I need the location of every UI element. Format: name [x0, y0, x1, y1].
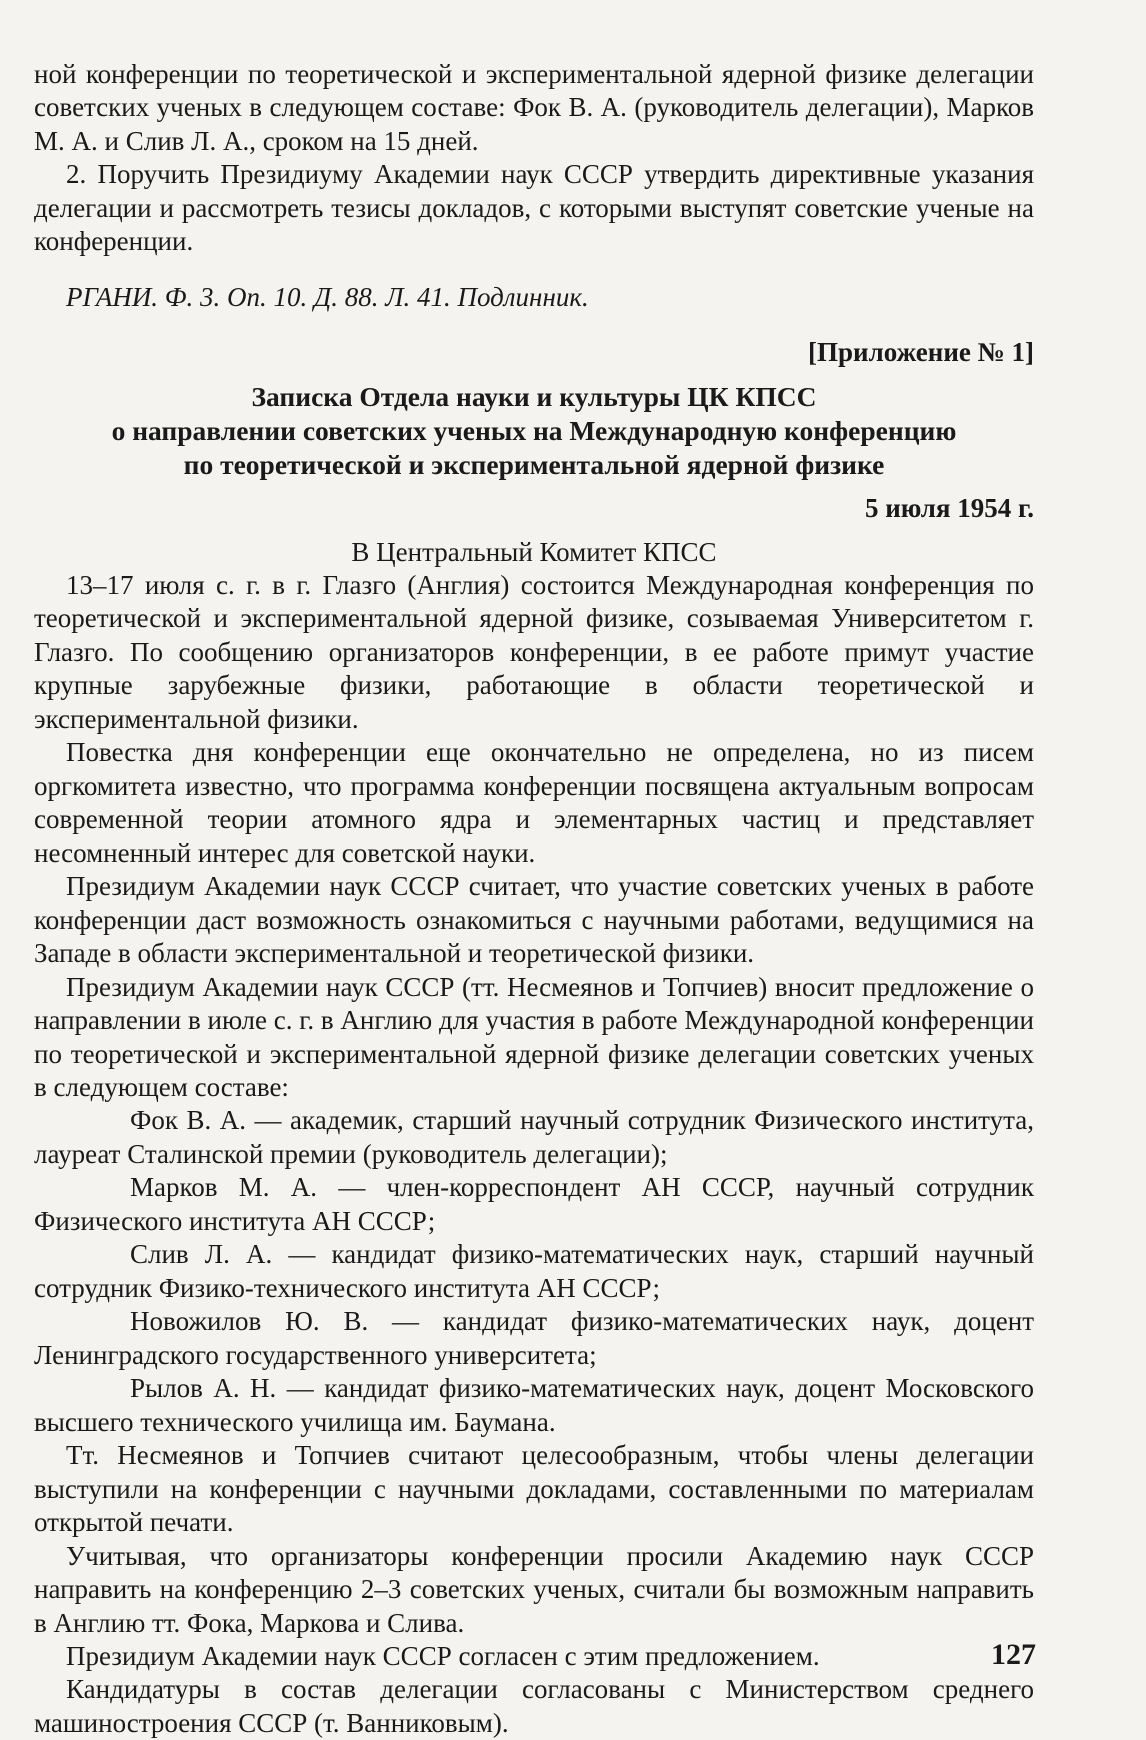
title-line-1: Записка Отдела науки и культуры ЦК КПСС	[251, 380, 817, 412]
document-date: 5 июля 1954 г.	[865, 493, 1034, 524]
intro-paragraph-1: ной конференции по теоретической и экспериментальной ядерной физике делегации советских ученых в следующем составе: Фок В. А. (руководитель делегации), Марков М. А. и Слив Л. А., сроком на 15 дней.	[34, 59, 1034, 156]
body-paragraph-6: Учитывая, что организаторы конференции просили Академию наук СССР направить на конференцию 2–3 советских ученых, считали бы возможным направить в Англию тт. Фока, Маркова и Слива.	[34, 1540, 1034, 1638]
archive-source: РГАНИ. Ф. 3. Оп. 10. Д. 88. Л. 41. Подлинник.	[66, 281, 589, 312]
document-page	[34, 58, 1034, 1740]
body-paragraph-8: Кандидатуры в состав делегации согласованы с Министерством среднего машиностроения СССР (т. Ванниковым).	[34, 1674, 1034, 1738]
body-paragraph-1: 13–17 июля с. г. в г. Глазго (Англия) состоится Международная конференция по теоретической и экспериментальной ядерной физике, созываемая Университетом г. Глазго. По сообщению организаторов конференции, в ее работе примут участие крупные зарубежные физики, работающие в области теоретической и экспериментальной физики.	[34, 569, 1034, 734]
delegation-member: Марков М. А. — член-корреспондент АН СССР, научный сотрудник Физического института АН СССР;	[34, 1172, 1034, 1236]
delegation-member: Рылов А. Н. — кандидат физико-математических наук, доцент Московского высшего технического училища им. Баумана.	[34, 1373, 1034, 1437]
body-paragraph-3: Президиум Академии наук СССР считает, что участие советских ученых в работе конференции даст возможность ознакомиться с научными работами, ведущимися на Западе в области экспериментальной и теоретической физики.	[34, 871, 1034, 969]
document-title	[34, 380, 1034, 482]
annex-label: [Приложение № 1]	[808, 337, 1034, 368]
body-paragraph-5: Тт. Несмеянов и Топчиев считают целесообразным, чтобы члены делегации выступили на конференции с научными докладами, составленными по материалам открытой печати.	[34, 1440, 1034, 1538]
delegation-member: Новожилов Ю. В. — кандидат физико-математических наук, доцент Ленинградского государственного университета;	[34, 1306, 1034, 1370]
delegation-member: Фок В. А. — академик, старший научный сотрудник Физического института, лауреат Сталинской премии (руководитель делегации);	[34, 1105, 1034, 1169]
title-line-2: о направлении советских ученых на Международную конференцию	[111, 414, 957, 446]
addressee: В Центральный Комитет КПСС	[351, 536, 717, 567]
body-paragraph-7: Президиум Академии наук СССР согласен с этим предложением.	[66, 1640, 820, 1671]
title-line-3: по теоретической и экспериментальной ядерной физике	[183, 448, 885, 480]
page-number: 127	[991, 1638, 1036, 1671]
delegation-member: Слив Л. А. — кандидат физико-математических наук, старший научный сотрудник Физико-технического института АН СССР;	[34, 1239, 1034, 1303]
body-paragraph-2: Повестка дня конференции еще окончательно не определена, но из писем оргкомитета известно, что программа конференции посвящена актуальным вопросам современной теории атомного ядра и элементарных частиц и представляет несомненный интерес для советской науки.	[34, 737, 1034, 868]
intro-paragraph-2: 2. Поручить Президиуму Академии наук СССР утвердить директивные указания делегации и рассмотреть тезисы докладов, с которыми выступят советские ученые на конференции.	[34, 159, 1034, 257]
body-paragraph-4: Президиум Академии наук СССР (тт. Несмеянов и Топчиев) вносит предложение о направлении в июле с. г. в Англию для участия в работе Международной конференции по теоретической и экспериментальной ядерной физике делегации советских ученых в следующем составе:	[34, 971, 1034, 1102]
